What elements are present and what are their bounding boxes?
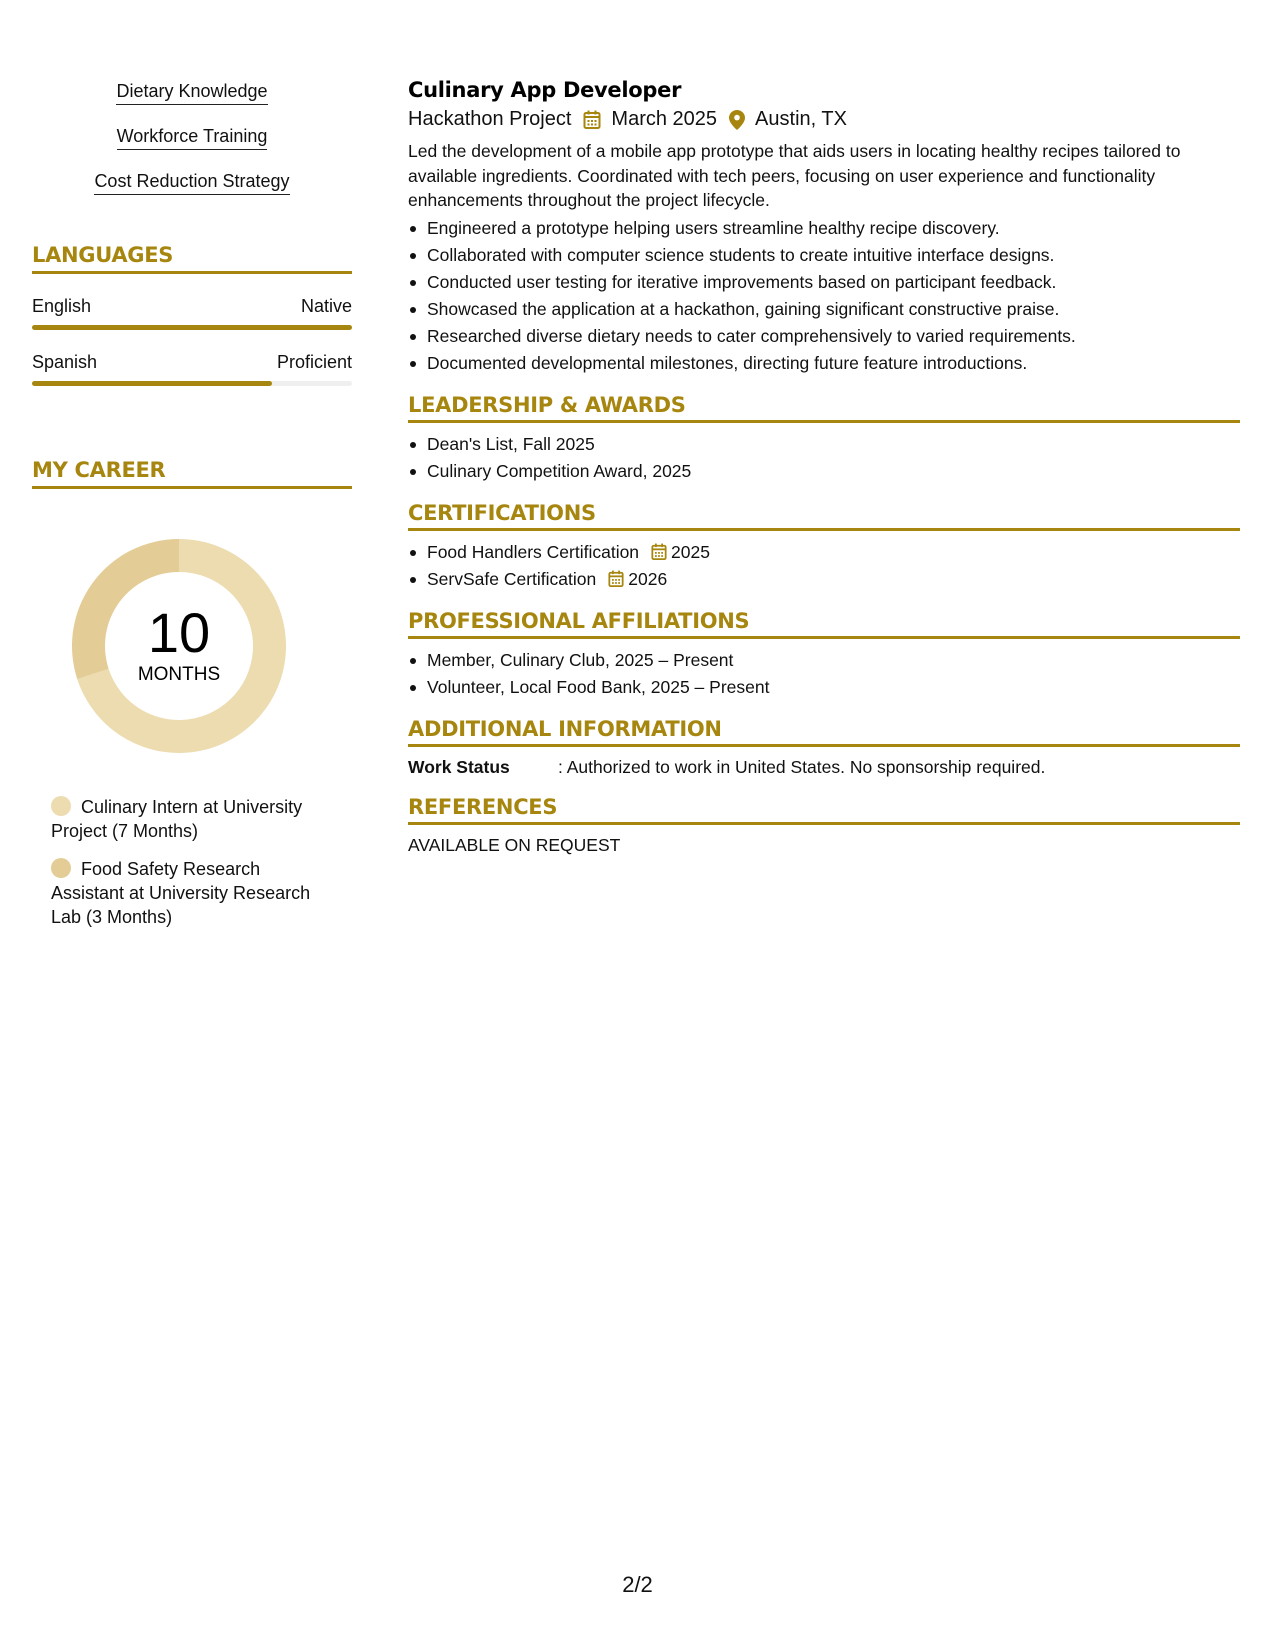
career-legend xyxy=(51,795,331,929)
list-item: Conducted user testing for iterative improvements based on participant feedback. xyxy=(408,269,1240,296)
list-item xyxy=(408,566,1240,593)
list-item: Dean's List, Fall 2025 xyxy=(408,431,1240,458)
certification-name: Food Handlers Certification xyxy=(427,541,640,562)
work-status-label: Work Status xyxy=(408,756,510,777)
certifications-heading: CERTIFICATIONS xyxy=(408,501,1240,531)
language-level: Native xyxy=(300,296,352,316)
awards-heading: LEADERSHIP & AWARDS xyxy=(408,393,1240,423)
skills-list xyxy=(32,80,352,215)
certifications-list xyxy=(408,539,1240,593)
language-level: Proficient xyxy=(276,352,352,372)
list-item: Documented developmental milestones, directing future feature introductions. xyxy=(408,350,1240,377)
skill-tag: Dietary Knowledge xyxy=(116,80,267,105)
list-item: Culinary Competition Award, 2025 xyxy=(408,458,1240,485)
project-org: Hackathon Project xyxy=(408,108,572,130)
list-item: Showcased the application at a hackathon, gaining significant constructive praise. xyxy=(408,296,1240,323)
project-date: March 2025 xyxy=(611,108,718,130)
additional-info-heading: ADDITIONAL INFORMATION xyxy=(408,717,1240,747)
language-proficiency-fill xyxy=(32,381,272,386)
list-item: Volunteer, Local Food Bank, 2025 – Present xyxy=(408,674,1240,701)
list-item: Researched diverse dietary needs to cater comprehensively to varied requirements. xyxy=(408,323,1240,350)
list-item: Member, Culinary Club, 2025 – Present xyxy=(408,647,1240,674)
project-meta xyxy=(408,108,1240,131)
legend-dot xyxy=(51,858,71,878)
project-description: Led the development of a mobile app prototype that aids users in locating healthy recipes tailored to available ingredients. Coordinated with tech peers, focusing on user experience and functionality enhancements throughout the project lifecycle. xyxy=(408,141,1181,210)
list-item: Collaborated with computer science students to create intuitive interface designs. xyxy=(408,242,1240,269)
career-total-unit: MONTHS xyxy=(137,664,221,685)
list-item: Engineered a prototype helping users streamline healthy recipe discovery. xyxy=(408,215,1240,242)
certification-year: 2026 xyxy=(628,568,668,589)
language-item xyxy=(32,352,352,386)
skill-tag: Workforce Training xyxy=(117,125,268,150)
language-name: English xyxy=(32,296,92,316)
language-proficiency-fill xyxy=(32,325,352,330)
career-heading: MY CAREER xyxy=(32,458,352,489)
calendar-icon xyxy=(608,570,624,588)
calendar-icon xyxy=(651,543,667,561)
list-item xyxy=(408,539,1240,566)
career-total-value: 10 xyxy=(147,601,211,664)
skill-tag: Cost Reduction Strategy xyxy=(94,170,289,195)
project-bullets xyxy=(408,215,1240,377)
project-title: Culinary App Developer xyxy=(408,78,682,102)
references-heading: REFERENCES xyxy=(408,795,1240,825)
map-pin-icon xyxy=(729,110,745,130)
left-column xyxy=(32,80,352,943)
legend-label: Culinary Intern at University Project (7 Months) xyxy=(51,797,303,841)
language-item xyxy=(32,296,352,330)
affiliations-heading: PROFESSIONAL AFFILIATIONS xyxy=(408,609,1240,639)
work-status-row xyxy=(408,755,1240,779)
languages-heading: LANGUAGES xyxy=(32,243,352,274)
legend-dot xyxy=(51,796,71,816)
language-proficiency-bar xyxy=(32,325,352,330)
language-proficiency-bar xyxy=(32,381,352,386)
certification-name: ServSafe Certification xyxy=(427,568,597,589)
certification-year: 2025 xyxy=(671,541,710,562)
references-text: AVAILABLE ON REQUEST xyxy=(408,834,621,855)
right-column xyxy=(408,78,1240,857)
affiliations-list xyxy=(408,647,1240,701)
page-number: 2/2 xyxy=(622,1572,653,1597)
project-location: Austin, TX xyxy=(755,108,847,130)
work-status-value: : Authorized to work in United States. No sponsorship required. xyxy=(558,756,1046,777)
legend-label: Food Safety Research Assistant at University Research Lab (3 Months) xyxy=(51,859,311,927)
legend-item xyxy=(51,795,331,843)
donut-center xyxy=(66,533,292,759)
career-donut-chart xyxy=(66,533,292,759)
legend-item xyxy=(51,857,331,929)
awards-list xyxy=(408,431,1240,485)
language-name: Spanish xyxy=(32,352,98,372)
calendar-icon xyxy=(583,110,601,130)
